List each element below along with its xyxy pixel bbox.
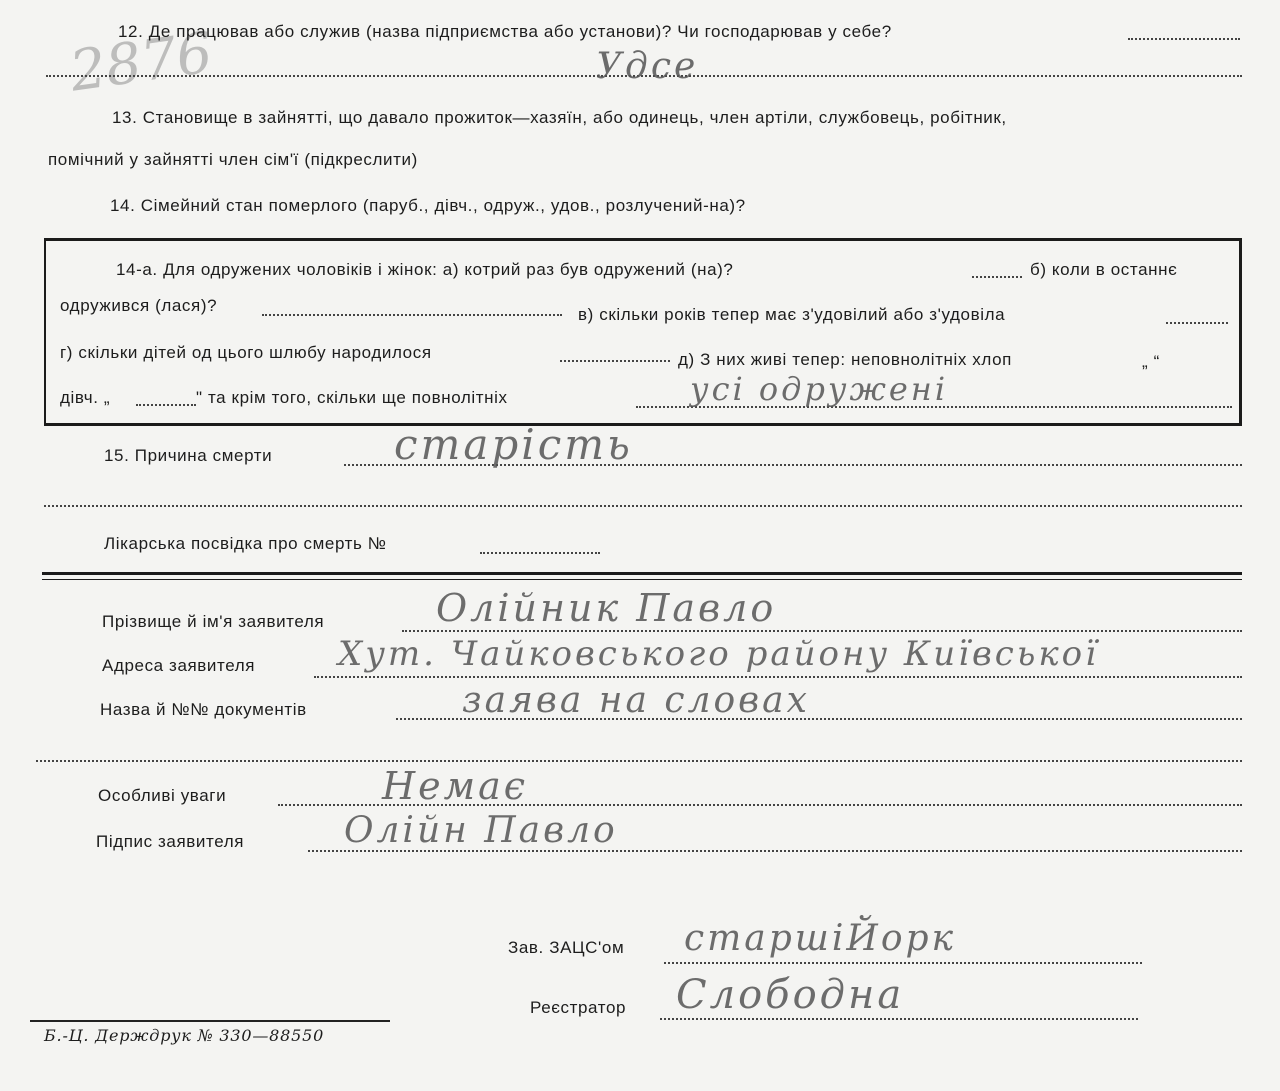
medical-label: Лікарська посвідка про смерть № [104, 534, 387, 553]
printer-imprint: Б.-Ц. Держдрук № 330—88550 [44, 1026, 325, 1045]
section-divider-2 [42, 579, 1242, 580]
registrar-signature: Слободна [676, 972, 905, 1018]
footer-rule [30, 1020, 390, 1022]
applicant-name-line [402, 630, 1242, 632]
q14a-line4b: " та крім того, скільки ще повнолітніх [196, 388, 508, 407]
q14a-dots3 [560, 360, 670, 362]
applicant-signature-value: Олійн Павло [344, 810, 618, 851]
applicant-docs-label: Назва й №№ документів [100, 700, 307, 719]
q14a-answer: усі одружені [690, 370, 949, 408]
applicant-name-label: Прізвище й ім'я заявителя [102, 612, 325, 631]
q14a-line2a: одружився (лася)? [60, 296, 218, 315]
registrar-label: Реєстратор [530, 998, 627, 1017]
q12-label: 12. Де працював або служив (назва підприємства або установи)? Чи господарював у себе? [118, 22, 892, 41]
q15-label: 15. Причина смерти [104, 446, 273, 465]
q14a-dots2b [1166, 322, 1228, 324]
section-divider [42, 572, 1242, 575]
applicant-address-label: Адреса заявителя [102, 656, 256, 675]
q12-answer: Удсе [596, 46, 699, 87]
q13-line1: 13. Становище в зайнятті, що давало прожиток—хазяїн, або одинець, член артіли, службовець, робітник, [112, 108, 1007, 127]
applicant-docs-line2 [36, 760, 1242, 762]
registrar-line [660, 1018, 1138, 1020]
q14a-dots4 [136, 404, 196, 406]
q14a-line1b: б) коли в останнє [1030, 260, 1178, 279]
q14a-line1a: 14-а. Для одружених чоловіків і жінок: а) котрий раз був одружений (на)? [116, 260, 734, 279]
q14-label: 14. Сімейний стан померлого (паруб., дівч., одруж., удов., розлучений-на)? [110, 196, 746, 215]
medical-line [480, 552, 600, 554]
head-label: Зав. ЗАЦС'ом [508, 938, 625, 957]
applicant-signature-label: Підпис заявителя [96, 832, 245, 851]
q14a-dots1 [972, 276, 1022, 278]
q14a-line2b: в) скільки років тепер має з'удовілий або з'удовіла [578, 305, 1006, 324]
applicant-docs-value: заява на словах [462, 680, 810, 721]
q13-line2: помічний у зайнятті член сім'ї (підкреслити) [48, 150, 418, 169]
applicant-notes-value: Немає [382, 764, 529, 808]
applicant-address-value: Хут. Чайковського району Київської [338, 634, 1099, 674]
applicant-name-value: Олійник Павло [436, 586, 777, 630]
q14a-line3a: г) скільки дітей од цього шлюбу народилося [60, 343, 432, 362]
applicant-address-line [314, 676, 1242, 678]
q15-answer: старість [394, 420, 633, 469]
q14a-line4a: дівч. „ [60, 388, 111, 407]
q14a-line3b: д) З них живі тепер: неповнолітніх хлоп [678, 350, 1012, 369]
q14a-dots2 [262, 314, 562, 316]
stamp-number: 2876 [66, 20, 217, 105]
head-signature: старшіЙорк [684, 918, 957, 959]
q12-line [1128, 38, 1240, 40]
q15-line2 [44, 505, 1242, 507]
head-line [664, 962, 1142, 964]
q14a-line3-quotes: „ “ [1142, 352, 1160, 371]
applicant-notes-label: Особливі уваги [98, 786, 227, 805]
